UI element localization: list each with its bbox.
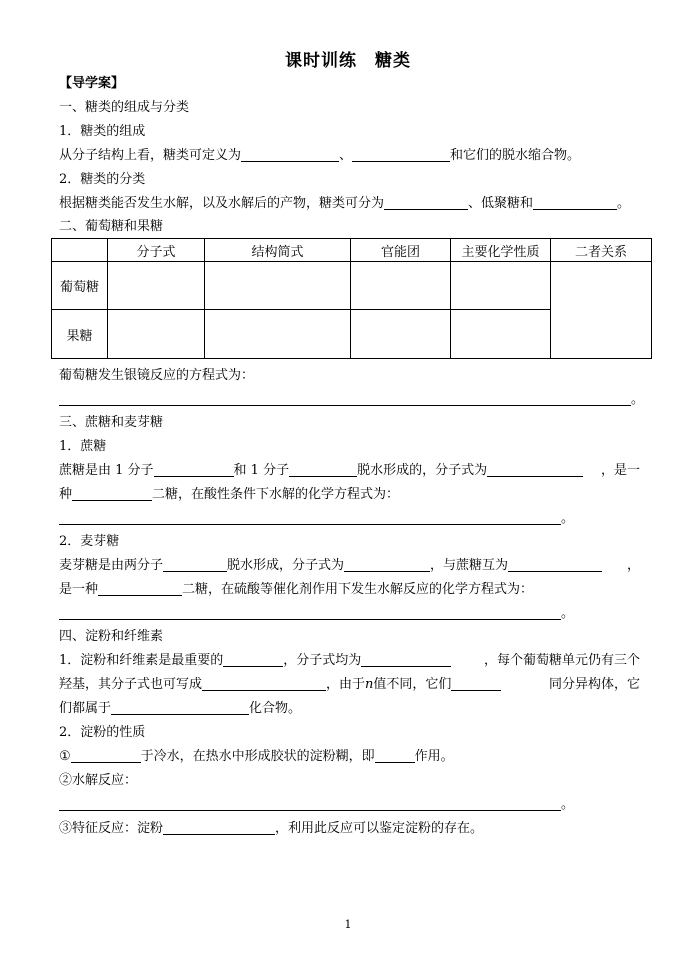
subsection-3-1-heading: 1．蔗糖 bbox=[59, 439, 107, 454]
answer-blank[interactable] bbox=[59, 391, 631, 406]
answer-cell[interactable] bbox=[205, 310, 351, 359]
answer-blank[interactable] bbox=[59, 510, 561, 525]
answer-blank[interactable] bbox=[375, 748, 415, 763]
answer-blank[interactable] bbox=[154, 462, 234, 477]
answer-blank[interactable] bbox=[202, 676, 326, 691]
answer-cell[interactable] bbox=[351, 310, 451, 359]
answer-cell[interactable] bbox=[451, 262, 551, 310]
relationship-answer-cell[interactable] bbox=[551, 262, 652, 359]
maltose-line-2: 是一种 二糖，在硫酸等催化剂作用下发生水解反应的化学方程式为： bbox=[59, 582, 534, 597]
answer-blank[interactable] bbox=[111, 700, 249, 715]
table-header-cell bbox=[52, 239, 108, 262]
subsection-4-2-heading: 2．淀粉的性质 bbox=[59, 725, 146, 740]
section-3-heading: 三、蔗糖和麦芽糖 bbox=[59, 415, 164, 430]
table-header-cell: 主要化学性质 bbox=[451, 239, 551, 262]
subsection-1-2-heading: 2．糖类的分类 bbox=[59, 172, 146, 187]
section-1-heading: 一、糖类的组成与分类 bbox=[59, 100, 190, 115]
table-header-row bbox=[52, 239, 652, 262]
starch-characteristic-reaction: ③特征反应：淀粉 ，利用此反应可以鉴定淀粉的存在。 bbox=[59, 821, 484, 836]
table-header-cell: 官能团 bbox=[351, 239, 451, 262]
subsection-3-2-heading: 2．麦芽糖 bbox=[59, 534, 120, 549]
answer-blank[interactable] bbox=[352, 147, 450, 162]
starch-property-1: ① 于冷水，在热水中形成胶状的淀粉糊，即 作用。 bbox=[59, 749, 454, 764]
answer-blank[interactable] bbox=[289, 462, 357, 477]
answer-cell[interactable] bbox=[108, 310, 205, 359]
answer-blank[interactable] bbox=[344, 557, 430, 572]
answer-blank[interactable] bbox=[59, 796, 561, 811]
section-guide-label: 【导学案】 bbox=[59, 76, 125, 91]
section-4-heading: 四、淀粉和纤维素 bbox=[59, 629, 164, 644]
answer-blank[interactable] bbox=[384, 195, 468, 210]
answer-cell[interactable] bbox=[451, 310, 551, 359]
answer-blank[interactable] bbox=[508, 557, 602, 572]
answer-cell[interactable] bbox=[108, 262, 205, 310]
answer-blank[interactable] bbox=[223, 652, 283, 667]
starch-cellulose-line-3: 们都属于 化合物。 bbox=[59, 701, 302, 716]
table-header-cell: 结构简式 bbox=[205, 239, 351, 262]
answer-blank[interactable] bbox=[72, 486, 152, 501]
sucrose-line-2: 种 二糖，在酸性条件下水解的化学方程式为： bbox=[59, 487, 400, 502]
answer-blank[interactable] bbox=[71, 748, 141, 763]
answer-blank[interactable] bbox=[59, 605, 561, 620]
starch-cellulose-line-2: 羟基，其分子式也可写成 ，由于n值不同，它们 同分异构体，它 bbox=[59, 677, 640, 692]
silver-mirror-prompt: 葡萄糖发生银镜反应的方程式为： bbox=[59, 368, 255, 383]
answer-blank[interactable] bbox=[163, 820, 275, 835]
answer-blank[interactable] bbox=[241, 147, 339, 162]
answer-blank[interactable] bbox=[533, 195, 617, 210]
page-title: 课时训练 糖类 bbox=[285, 51, 411, 71]
sucrose-equation-answer-line: 。 bbox=[59, 510, 574, 528]
starch-hydrolysis-answer-line: 。 bbox=[59, 796, 574, 814]
row-label: 果糖 bbox=[52, 310, 108, 359]
sucrose-line-1: 蔗糖是由 1 分子 和 1 分子 脱水形成的，分子式为 ，是一 bbox=[59, 463, 640, 478]
section-2-heading: 二、葡萄糖和果糖 bbox=[59, 219, 164, 234]
answer-blank[interactable] bbox=[98, 581, 182, 596]
starch-cellulose-line-1: 1．淀粉和纤维素是最重要的 ，分子式均为 ，每个葡萄糖单元仍有三个 bbox=[59, 653, 640, 668]
table-header-cell: 二者关系 bbox=[551, 239, 652, 262]
sugar-classification-line: 根据糖类能否发生水解，以及水解后的产物，糖类可分为 、低聚糖和 。 bbox=[59, 196, 631, 211]
table-header-cell: 分子式 bbox=[108, 239, 205, 262]
answer-cell[interactable] bbox=[351, 262, 451, 310]
glucose-fructose-table bbox=[51, 238, 652, 359]
answer-cell[interactable] bbox=[205, 262, 351, 310]
answer-blank[interactable] bbox=[163, 557, 227, 572]
starch-hydrolysis-prompt: ②水解反应： bbox=[59, 773, 138, 788]
subsection-1-1-heading: 1．糖类的组成 bbox=[59, 124, 146, 139]
maltose-line-1: 麦芽糖是由两分子 脱水形成，分子式为 ，与蔗糖互为 ， bbox=[59, 558, 640, 573]
row-label: 葡萄糖 bbox=[52, 262, 108, 310]
answer-blank[interactable] bbox=[361, 652, 451, 667]
answer-blank[interactable] bbox=[487, 462, 583, 477]
sugar-definition-line: 从分子结构上看，糖类可定义为 、 和它们的脱水缩合物。 bbox=[59, 148, 581, 163]
table-row bbox=[52, 262, 652, 310]
page-number: 1 bbox=[344, 918, 352, 931]
answer-blank[interactable] bbox=[451, 676, 501, 691]
silver-mirror-answer-line: 。 bbox=[59, 391, 644, 409]
maltose-equation-answer-line: 。 bbox=[59, 605, 574, 623]
